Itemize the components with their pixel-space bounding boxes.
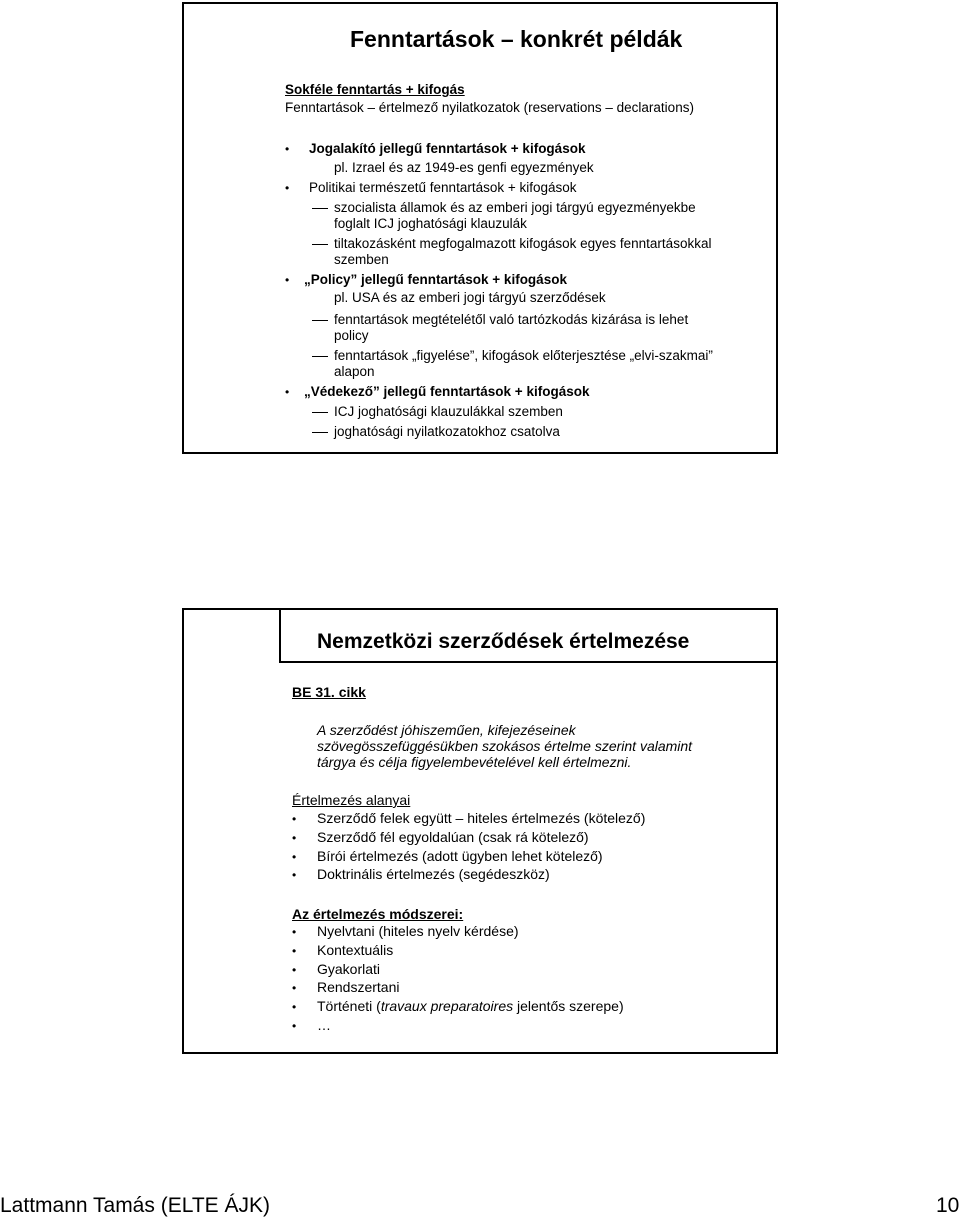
list-item <box>317 998 624 1014</box>
bullet-icon: • <box>285 385 290 399</box>
dash-icon <box>312 208 328 209</box>
bullet-icon: • <box>292 812 297 826</box>
sub-item: fenntartások „figyelése”, kifogások előterjesztése „elvi-szakmai” <box>334 348 713 363</box>
sub-item: szocialista államok és az emberi jogi tárgyú egyezményekbe <box>334 200 696 215</box>
title-box <box>279 610 778 663</box>
sub-item: tiltakozásként megfogalmazott kifogások egyes fenntartásokkal <box>334 236 712 251</box>
dash-icon <box>312 412 328 413</box>
bullet-icon: • <box>292 944 297 958</box>
list-item: Kontextuális <box>317 942 394 958</box>
sub-item: ICJ joghatósági klauzulákkal szemben <box>334 404 563 419</box>
list-item: Rendszertani <box>317 979 400 995</box>
bullet-item: Politikai természetű fenntartások + kifogások <box>309 180 577 195</box>
bullet-item: „Policy” jellegű fenntartások + kifogások <box>304 272 567 287</box>
section-heading: Sokféle fenntartás + kifogás <box>285 82 465 97</box>
bullet-icon: • <box>285 142 290 156</box>
dash-icon <box>312 320 328 321</box>
sub-item: foglalt ICJ joghatósági klauzulák <box>334 216 527 231</box>
bullet-item: Jogalakító jellegű fenntartások + kifogások <box>309 141 586 156</box>
bullet-icon: • <box>292 850 297 864</box>
section-subheading: Fenntartások – értelmező nyilatkozatok (reservations – declarations) <box>285 100 694 115</box>
footer-author: Lattmann Tamás (ELTE ÁJK) <box>0 1194 270 1217</box>
sub-item: pl. Izrael és az 1949-es genfi egyezmények <box>334 160 594 175</box>
list-item-italic: travaux preparatoires <box>380 998 514 1014</box>
methods-heading: Az értelmezés módszerei: <box>292 906 464 922</box>
list-item: Bírói értelmezés (adott ügyben lehet kötelező) <box>317 848 603 864</box>
sub-item: fenntartások megtételétől való tartózkodás kizárása is lehet <box>334 312 689 327</box>
list-item: Szerződő fél egyoldalúan (csak rá kötelező) <box>317 829 589 845</box>
list-item: Gyakorlati <box>317 961 381 977</box>
bullet-icon: • <box>285 273 290 287</box>
dash-icon <box>312 244 328 245</box>
quote-line: tárgya és célja figyelembevételével kell értelmezni. <box>317 754 632 770</box>
bullet-icon: • <box>292 1000 297 1014</box>
page-number: 10 <box>936 1194 960 1217</box>
subjects-heading: Értelmezés alanyai <box>292 792 411 808</box>
bullet-icon: • <box>292 981 297 995</box>
dash-icon <box>312 432 328 433</box>
list-item-text: jelentős szerepe) <box>513 998 624 1014</box>
bullet-icon: • <box>292 925 297 939</box>
quote-line: A szerződést jóhiszeműen, kifejezéseinek <box>317 722 576 738</box>
sub-item: policy <box>334 328 369 343</box>
sub-item: szemben <box>334 252 389 267</box>
list-item: Nyelvtani (hiteles nyelv kérdése) <box>317 923 519 939</box>
list-item: … <box>317 1017 331 1033</box>
bullet-icon: • <box>292 1019 297 1033</box>
list-item-text: Történeti ( <box>317 998 381 1014</box>
bullet-icon: • <box>285 181 290 195</box>
list-item: Doktrinális értelmezés (segédeszköz) <box>317 866 550 882</box>
sub-item: joghatósági nyilatkozatokhoz csatolva <box>334 424 560 439</box>
bullet-icon: • <box>292 868 297 882</box>
slide-title: Nemzetközi szerződések értelmezése <box>317 630 690 653</box>
slide-interpretation <box>182 608 778 1054</box>
quote-line: szövegösszefüggésükben szokásos értelme szerint valamint <box>317 738 693 754</box>
slide-reservations <box>182 2 778 454</box>
bullet-item: „Védekező” jellegű fenntartások + kifogások <box>304 384 590 399</box>
slide-title: Fenntartások – konkrét példák <box>350 26 683 52</box>
dash-icon <box>312 356 328 357</box>
bullet-icon: • <box>292 831 297 845</box>
sub-item: pl. USA és az emberi jogi tárgyú szerződések <box>334 290 606 305</box>
list-item: Szerződő felek együtt – hiteles értelmezés (kötelező) <box>317 810 646 826</box>
sub-item: alapon <box>334 364 375 379</box>
bullet-icon: • <box>292 963 297 977</box>
article-label: BE 31. cikk <box>292 684 366 700</box>
